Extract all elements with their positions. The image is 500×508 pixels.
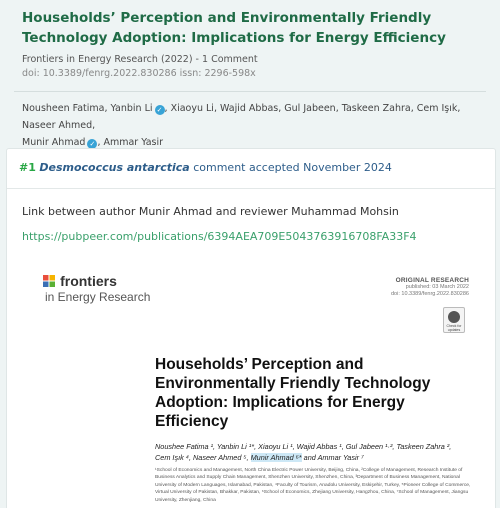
highlighted-author: Munir Ahmad ⁶* [250,453,302,462]
author-munir-ahmad: Munir Ahmad [22,137,86,148]
comment-header [7,149,495,189]
comment-card [6,148,496,508]
author-yanbin-li: Yanbin Li [110,103,153,114]
logo-word: frontiers [60,273,117,289]
frontiers-logo-mark-icon [43,275,55,287]
check-updates-text: Check for updates [446,324,462,332]
verified-check-icon: ✓ [155,105,165,115]
journal-line: Frontiers in Energy Research (2022) - 1 Comment [22,54,258,65]
author-text: Nousheen Fatima, [22,103,111,114]
doi-line: doi: 10.3389/fenrg.2022.830286 issn: 2296-598x [22,68,256,79]
author-list [0,92,500,151]
comment-number[interactable]: #1 [19,161,36,174]
comment-text: Link between author Munir Ahmad and reviewer Muhammad Mohsin [22,205,399,218]
article-type-label: ORIGINAL RESEARCH [395,277,469,284]
frontiers-logo [43,271,150,304]
article-type-block [391,277,469,298]
author-text: , Xiaoyu Li, Wajid Abbas, Gul Jabeen, Taskeen Zahra, Cem Işık, Naseer Ahmed, [22,103,461,131]
check-updates-badge [443,307,465,333]
published-date: published: 03 March 2022 [405,284,469,290]
author-text: , Ammar Yasir [97,137,164,148]
paper-title: Households’ Perception and Environmentally Friendly Technology Adoption: Implications for Energy Efficiency [155,356,431,430]
check-updates-icon [448,311,460,323]
paper-authors-line: Noushee Fatima ¹, Yanbin Li ¹*, Xiaoyu Li ¹, Wajid Abbas ¹, Gul Jabeen ¹·², Taskeen Zahra ², [155,442,452,451]
paper-affiliations: ¹School of Economics and Management, North China Electric Power University, Beijing, China, ²College of Management, Research Institute of Business Analytics and Supply Chain Management, Shenzhen University, Shenzhen, China, ³Department of Business Management, National University of Modern Languages, Islamabad, Pakistan, ⁴Faculty of Tourism, Anadolu University, Eskişehir, Turkey, ⁵Pioneer College of Commerce, Virtual University of Pakistan, Bhakkar, Pakistan, ⁶School of Economics, Zhejiang University, Hangzhou, China, ⁷School of Management, Jiangsu University, Zhenjiang, China [155,468,471,503]
commenter-name: Desmococcus antarctica [39,161,190,174]
comment-link[interactable]: https://pubpeer.com/publications/6394AEA709E5043763916708FA33F4 [22,230,417,243]
paper-authors [155,441,475,463]
paper-screenshot [29,263,479,508]
paper-author-text: and Ammar Yasir ⁷ [301,453,364,462]
article-doi: doi: 10.3389/fenrg.2022.830286 [391,291,469,297]
publication-header [0,0,500,81]
paper-authors-line [155,452,475,463]
publication-title[interactable]: Households’ Perception and Environmentally Friendly Technology Adoption: Implications for Energy Efficiency [22,10,446,46]
verified-check-icon: ✓ [87,139,97,149]
paper-author-text: Cem Işık ⁴, Naseer Ahmed ⁵, [155,453,251,462]
logo-subtitle: in Energy Research [45,290,151,304]
comment-status: comment accepted November 2024 [193,161,392,174]
